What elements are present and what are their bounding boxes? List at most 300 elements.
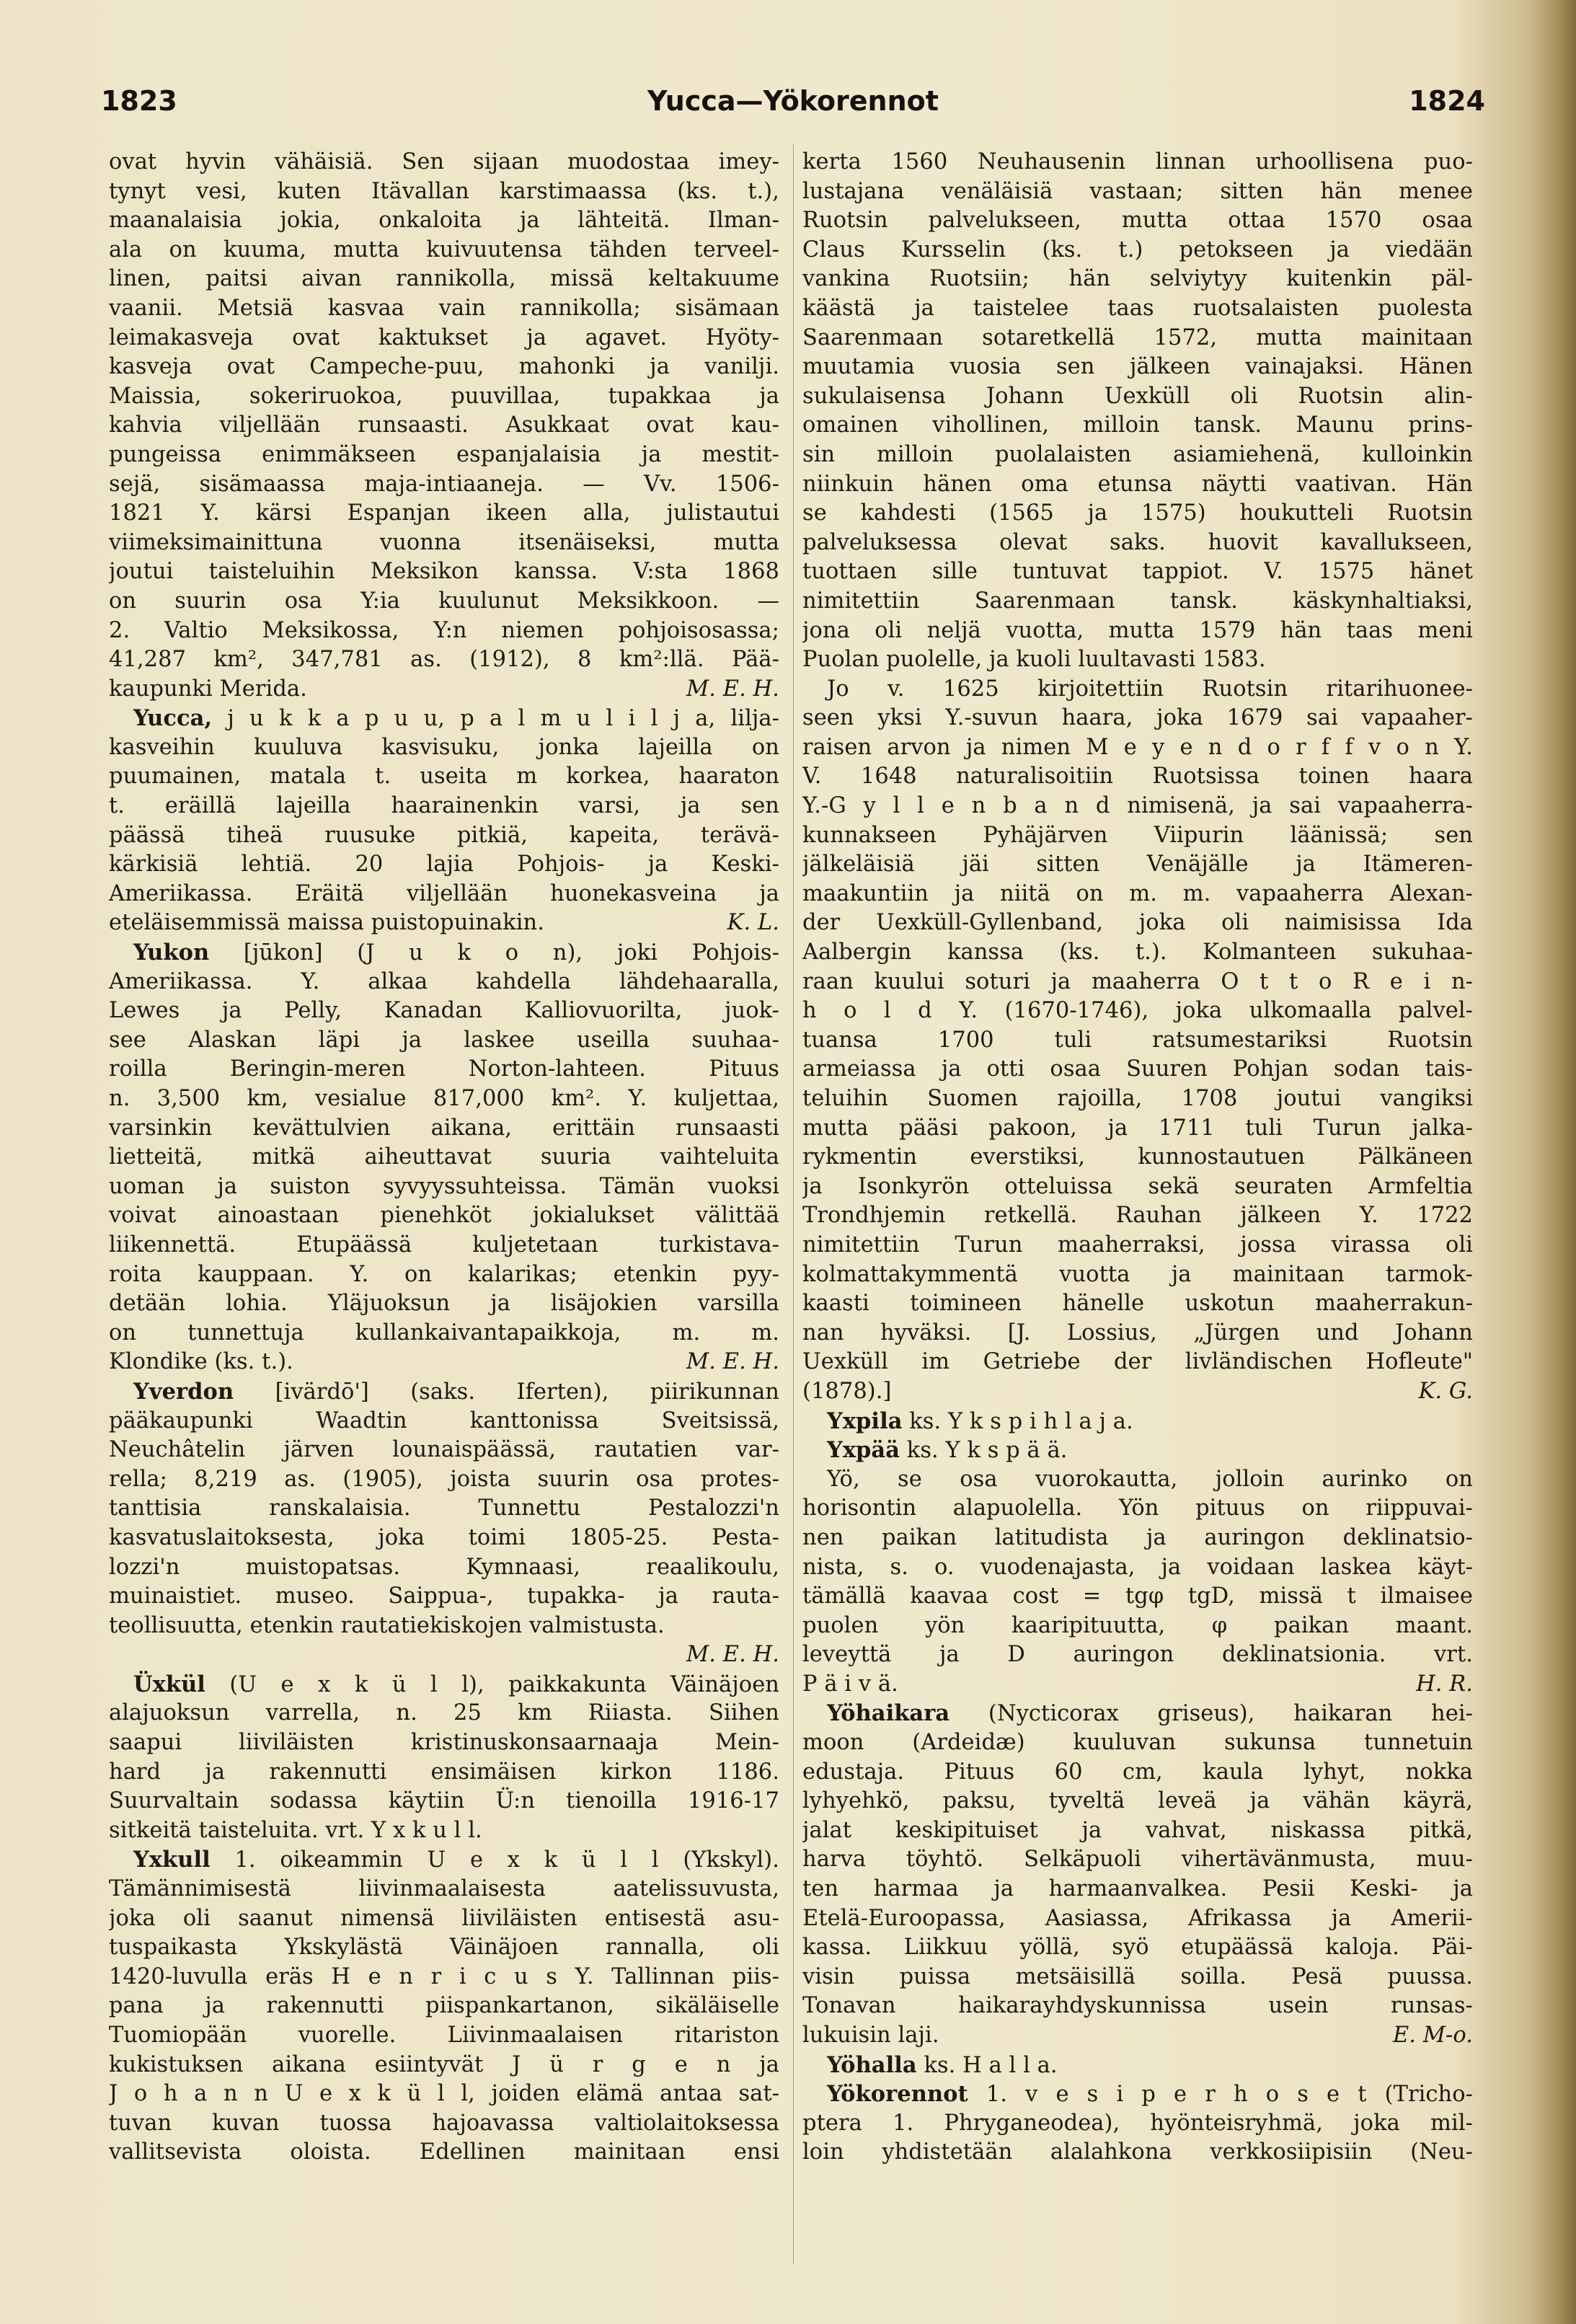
text-line [109,265,779,294]
text-line [109,2138,779,2168]
line-text: Claus Kursselin (ks. t.) petokseen ja viedään [802,237,1473,262]
text-line [109,1963,779,1992]
line-text: see Alaskan läpi ja laskee useilla suuhaa- [109,1027,779,1053]
text-line [109,1084,779,1114]
entry-headword: Yökorennot [827,2081,968,2108]
line-text: se kahdesti (1565 ja 1575) houkutteli Ruotsin [802,500,1473,526]
line-text: Jo v. 1625 kirjoitettiin Ruotsin ritarihuonee- [827,676,1473,702]
line-text: kerta 1560 Neuhausenin linnan urhoollisena puo- [802,149,1473,174]
text-line [109,441,779,470]
text-line [802,909,1473,938]
text-line [802,1992,1473,2021]
text-line [109,1524,779,1553]
line-text: kaasti toimineen hänelle uskotun maaherrakun- [802,1291,1473,1317]
line-text: vankina Ruotsiin; hän selviytyy kuitenkin päl- [802,266,1473,292]
text-line [802,1348,1473,1377]
line-text: ks. H a l l a. [916,2052,1058,2078]
text-line [802,206,1473,236]
line-text: sukulaisensa Johann Uexküll oli Ruotsin alin- [802,383,1473,409]
line-text: kunnakseen Pyhäjärven Viipurin läänissä; sen [802,822,1473,848]
text-line [109,1699,779,1728]
text-line [109,1875,779,1904]
line-text: saapui liiviläisten kristinuskonsaarnaaja Mein- [109,1730,779,1756]
text-line [802,587,1473,617]
line-text: kasvatuslaitoksesta, joka toimi 1805-25. Pesta- [109,1524,779,1550]
line-text: nan hyväksi. [J. Lossius, „Jürgen und Johann [802,1320,1473,1346]
entry-headword: Yxpää [827,1437,900,1464]
page-number-right: 1824 [1409,85,1485,117]
text-line [109,324,779,353]
line-text: muutamia vuosia sen jälkeen vainajaksi. Hänen [802,354,1473,380]
line-text: 1420-luvulla eräs H e n r i c u s Y. Tallinnan piis- [109,1963,779,1989]
text-line [109,1143,779,1172]
line-text: Saarenmaan sotaretkellä 1572, mutta mainitaan [802,324,1473,350]
text-line [109,294,779,324]
text-line [109,499,779,529]
text-line [802,1699,1473,1728]
line-text: (1878).] [802,1378,892,1404]
line-text: [jūkon] (J u k o n), joki Pohjois- [209,940,779,966]
line-text: Tuomiopään vuorelle. Liivinmaalaisen ritariston [109,2023,779,2048]
line-text: Puolan puolelle, ja kuoli luultavasti 1583. [802,647,1266,673]
text-line [802,324,1473,353]
page-number-left: 1823 [101,85,177,117]
line-text: lustajana venäläisiä vastaan; sitten hän menee [802,178,1473,204]
line-text: ovat hyvin vähäisiä. Sen sijaan muodostaa imey- [109,149,779,174]
line-text: Ameriikassa. Y. alkaa kahdella lähdehaaralla, [109,968,779,994]
text-line [802,499,1473,529]
line-text: alajuoksun varrella, n. 25 km Riiasta. Siihen [109,1700,779,1726]
text-line [802,353,1473,382]
line-text: [ivärdō'] (saks. Iferten), piirikunnan [234,1379,779,1405]
line-text: J o h a n n U e x k ü l l, joiden elämä antaa sat- [109,2081,779,2107]
line-text: ks. Y k s p ä ä. [900,1438,1068,1464]
line-text: tuspaikasta Ykskylästä Väinäjoen rannalla, oli [109,1935,779,1961]
line-text: der Uexküll-Gyllenband, joka oli naimisissa Ida [802,910,1473,936]
line-text: muinaistiet. museo. Saippua-, tupakka- ja rauta- [109,1583,779,1609]
text-line [109,1494,779,1524]
text-line [109,1845,779,1875]
text-line [109,1465,779,1495]
text-line [109,1172,779,1202]
text-line [109,353,779,382]
line-text: Y.-G y l l e n b a n d nimisenä, ja sai vapaaherra- [802,793,1473,819]
line-text: Neuchâtelin järven lounaispäässä, rautatien var- [109,1437,779,1463]
line-text: omainen vihollinen, milloin tansk. Maunu prins- [802,412,1473,438]
line-text: hard ja rakennutti ensimäisen kirkon 1186. [109,1759,779,1785]
text-line [802,294,1473,324]
line-text: maakuntiin ja niitä on m. m. vapaaherra Alexan- [802,880,1473,906]
text-line [802,617,1473,646]
line-text: sitkeitä taisteluita. vrt. Y x k u l l. [109,1817,482,1843]
text-line [109,2051,779,2080]
text-line [109,675,779,704]
text-line [802,1084,1473,1114]
line-text: pungeissa enimmäkseen espanjalaisia ja mestit- [109,441,779,467]
author-signature: M. E. H. [686,1642,779,1668]
text-line [109,645,779,675]
line-text: Klondike (ks. t.). [109,1349,293,1375]
line-text: on suurin osa Y:ia kuulunut Meksikkoon. — [109,588,779,614]
line-text: ja Isonkyrön otteluissa sekä seuraten Armfeltia [802,1173,1473,1199]
text-line [802,1787,1473,1816]
text-line [109,1904,779,1934]
line-text: käästä ja taistelee taas ruotsalaisten puolesta [802,295,1473,321]
text-line [109,1612,779,1641]
text-line [109,1260,779,1290]
line-text: liikennettä. Etupäässä kuljetetaan turkistava- [109,1232,779,1258]
line-text: voivat ainoastaan pienehköt jokialukset välittää [109,1203,779,1229]
text-line [802,1289,1473,1319]
line-text: päässä tiheä ruusuke pitkiä, kapeita, terävä- [109,822,779,848]
line-text: rykmentin everstiksi, kunnostautuen Pälkäneen [802,1144,1473,1170]
line-text: raan kuului soturi ja maaherra O t t o R e i n- [802,968,1473,994]
right-column [802,148,1473,2168]
text-line [802,382,1473,412]
text-line [109,997,779,1026]
text-line [109,1582,779,1612]
line-text: jälkeläisiä jäi sitten Venäjälle ja Itämeren- [802,852,1473,878]
text-line [109,236,779,265]
line-text: Lewes ja Pelly, Kanadan Kalliovuorilta, juok- [109,998,779,1024]
text-line [109,909,779,938]
text-line [802,2021,1473,2051]
line-text: ptera 1. Phryganeodea), hyönteisryhmä, joka mil- [802,2110,1473,2136]
line-text: Ruotsin palvelukseen, mutta ottaa 1570 osaa [802,208,1473,234]
line-text: raisen arvon ja nimen M e y e n d o r f f v o n Y. [802,734,1473,760]
text-line [109,1289,779,1319]
text-line [802,1640,1473,1670]
text-line [802,1582,1473,1612]
text-line [802,704,1473,733]
line-text: 41,287 km², 347,781 as. (1912), 8 km²:llä. Pää- [109,647,779,673]
line-text: leimakasveja ovat kaktukset ja agavet. Hyöty- [109,324,779,350]
text-line [109,968,779,997]
text-line [109,177,779,207]
line-text: Tonavan haikarayhdyskunnissa usein runsas- [802,1993,1473,2019]
text-line [109,1201,779,1231]
author-signature: E. M-o. [1392,2023,1473,2048]
line-text: vaanii. Metsiä kasvaa vain rannikolla; sisämaan [109,295,779,321]
line-text: 1. v e s i p e r h o s e t (Tricho- [968,2082,1473,2108]
text-line [802,148,1473,177]
text-line [109,792,779,821]
text-line [802,1465,1473,1495]
text-line [802,2138,1473,2168]
text-line [109,587,779,617]
text-line [109,2109,779,2139]
line-text: roilla Beringin-meren Norton-lahteen. Pituus [109,1056,779,1082]
line-text: horisontin alapuolella. Yön pituus on riippuvai- [802,1495,1473,1521]
line-text: Ameriikassa. Eräitä viljellään huonekasveina ja [109,880,779,906]
text-line [109,206,779,236]
running-header [101,85,1485,128]
text-line [802,1260,1473,1290]
line-text: edustaja. Pituus 60 cm, kaula lyhyt, nokka [802,1759,1473,1785]
text-line [109,1436,779,1465]
line-text: leveyttä ja D auringon deklinatsionia. vrt. [802,1642,1473,1668]
line-text: seen yksi Y.-suvun haara, joka 1679 sai vapaaher- [802,705,1473,731]
line-text: ks. Y k s p i h l a j a. [902,1408,1133,1434]
text-line [109,1816,779,1846]
text-line [802,1377,1473,1407]
line-text: harva töyhtö. Selkäpuoli vihertävänmusta, muu- [802,1847,1473,1873]
text-line [802,850,1473,880]
line-text: Aalbergin kanssa (ks. t.). Kolmanteen sukuhaa- [802,940,1473,966]
text-line [109,2080,779,2109]
entry-headword: Yxpila [827,1408,903,1434]
text-line [802,1758,1473,1788]
text-line [802,265,1473,294]
entry-headword: Yöhaikara [827,1700,950,1727]
line-text: niinkuin hänen oma etunsa näytti vaativan. Hän [802,471,1473,497]
text-line [802,1143,1473,1172]
text-line [802,1172,1473,1202]
line-text: tynyt vesi, kuten Itävallan karstimaassa (ks. t.), [109,178,779,204]
line-text: ala on kuuma, mutta kuivuutensa tähden terveel- [109,237,779,262]
text-line [802,441,1473,470]
line-text: lyhyehkö, paksu, tyveltä leveä ja vähän käyrä, [802,1788,1473,1814]
text-line [109,1319,779,1348]
line-text: P ä i v ä. [802,1671,898,1697]
line-text: kassa. Liikkuu yöllä, syö etupäässä kaloja. Päi- [802,1935,1473,1961]
line-text: pääkaupunki Waadtin kanttonissa Sveitsissä, [109,1408,779,1433]
text-line [109,938,779,968]
line-text: j u k k a p u u, p a l m u l i l j a, lilja- [212,706,779,732]
line-text: n. 3,500 km, vesialue 817,000 km². Y. kuljettaa, [109,1086,779,1111]
line-text: (Nycticorax griseus), haikaran hei- [949,1701,1473,1727]
line-text: sejä, sisämaassa maja-intiaaneja. — Vv. 1506- [109,471,779,497]
text-line [109,1728,779,1758]
line-text: ten harmaa ja harmaanvalkea. Pesii Keski- ja [802,1876,1473,1902]
text-line [109,411,779,441]
line-text: viimeksimainittuna vuonna itsenäiseksi, mutta [109,529,779,555]
text-line [109,821,779,851]
line-text: lietteitä, mitkä aiheuttavat suuria vaihteluita [109,1144,779,1170]
text-line [109,1758,779,1788]
line-text: lozzi'n muistopatsas. Kymnaasi, reaalikoulu, [109,1554,779,1580]
line-text: on tunnettuja kullankaivantapaikkoja, m. m. [109,1320,779,1346]
line-text: V. 1648 naturalisoitiin Ruotsissa toinen haara [802,764,1473,790]
text-line [802,733,1473,763]
text-line [802,1963,1473,1992]
text-line [802,1553,1473,1583]
line-text: kasveja ovat Campeche-puu, mahonki ja vanilji. [109,354,779,380]
line-text: nimitettiin Turun maaherraksi, jossa virassa oli [802,1232,1473,1258]
running-title: Yucca—Yökorennot [647,85,939,117]
text-line [802,1875,1473,1904]
text-line [802,880,1473,909]
text-line [109,1026,779,1056]
entry-headword: Yverdon [133,1378,234,1405]
line-text: palveluksessa olevat saks. huovit kavallukseen, [802,529,1473,555]
entry-headword: Yucca, [133,705,213,732]
text-line [109,1640,779,1670]
line-text: (U e x k ü l l), paikkakunta Väinäjoen [205,1671,779,1697]
text-line [802,2109,1473,2139]
line-text: tuottaen sille tuntuvat tappiot. V. 1575 hänet [802,559,1473,585]
text-line [802,411,1473,441]
line-text: tämällä kaavaa cost = tgφ tgD, missä t ilmaisee [802,1583,1473,1609]
text-line [802,1816,1473,1846]
text-line [802,1319,1473,1348]
entry-headword: Yöhalla [827,2051,917,2078]
line-text: Etelä-Euroopassa, Aasiassa, Afrikassa ja Amerii- [802,1905,1473,1931]
text-line [802,557,1473,587]
text-line [802,968,1473,997]
text-line [802,938,1473,968]
text-line [802,1728,1473,1758]
text-line [802,2080,1473,2109]
line-text: visin puissa metsäisillä soilla. Pesä puussa. [802,1963,1473,1989]
line-text: 1821 Y. kärsi Espanjan ikeen alla, julistautui [109,500,779,526]
line-text: uoman ja suiston syvyyssuhteissa. Tämän vuoksi [109,1173,779,1199]
line-text: joutui taisteluihin Meksikon kanssa. V:sta 1868 [109,559,779,585]
text-line [109,1553,779,1583]
author-signature: M. E. H. [686,1349,779,1375]
text-line [802,1055,1473,1084]
line-text: sin milloin puolalaisten asiamiehenä, kulloinkin [802,441,1473,467]
text-line [802,236,1473,265]
text-line [802,177,1473,207]
line-text: Trondhjemin retkellä. Rauhan jälkeen Y. 1722 [802,1203,1473,1229]
line-text: teluihin Suomen rajoilla, 1708 joutui vangiksi [802,1086,1473,1111]
author-signature: M. E. H. [686,676,779,702]
line-text: kukistuksen aikana esiintyvät J ü r g e n ja [109,2051,779,2077]
text-line [802,1407,1473,1436]
line-text: lukuisin laji. [802,2023,939,2048]
line-text: 1. oikeammin U e x k ü l l (Ykskyl). [210,1847,779,1873]
page-edge-shadow [1533,0,1576,2324]
text-line [802,1933,1473,1963]
author-signature: K. G. [1418,1378,1473,1404]
text-line [109,762,779,792]
line-text: nen paikan latitudista ja auringon deklinatsio- [802,1524,1473,1550]
line-text: nista, s. o. vuodenajasta, ja voidaan laskea käyt- [802,1554,1473,1580]
line-text: tuansa 1700 tuli ratsumestariksi Ruotsin [802,1027,1473,1053]
text-line [109,1114,779,1144]
text-line [109,1787,779,1816]
text-line [802,1904,1473,1934]
line-text: Maissia, sokeriruokoa, puuvillaa, tupakkaa ja [109,383,779,409]
text-line [109,1055,779,1084]
text-line [802,1026,1473,1056]
text-line [802,645,1473,675]
text-line [109,850,779,880]
line-text: rella; 8,219 as. (1905), joista suurin osa protes- [109,1466,779,1492]
line-text: kahvia viljellään runsaasti. Asukkaat ovat kau- [109,412,779,438]
text-line [802,1494,1473,1524]
text-line [802,2051,1473,2080]
text-line [802,1612,1473,1641]
line-text: Suurvaltain sodassa käytiin Ü:n tienoilla 1916-17 [109,1788,779,1814]
line-text: detään lohia. Yläjuoksun ja lisäjokien varsilla [109,1291,779,1317]
line-text: nimitettiin Saarenmaan tansk. käskynhaltiaksi, [802,588,1473,614]
text-line [802,1114,1473,1144]
entry-headword: Üxkül [133,1671,205,1697]
line-text: kärkisiä lehtiä. 20 lajia Pohjois- ja Keski- [109,852,779,878]
line-text: pana ja rakennutti piispankartanon, sikäläiselle [109,1993,779,2019]
text-line [802,529,1473,558]
line-text: armeiassa ja otti osaa Suuren Pohjan sodan tais- [802,1056,1473,1082]
text-line [109,470,779,500]
line-text: Yö, se osa vuorokautta, jolloin aurinko on [827,1466,1473,1492]
line-text: joka oli saanut nimensä liiviläisten entisestä asu- [109,1905,779,1931]
text-line [109,1231,779,1260]
text-line [109,2021,779,2051]
author-signature: K. L. [727,910,779,936]
text-line [109,704,779,733]
entry-headword: Yukon [133,940,210,966]
text-line [109,382,779,412]
line-text: h o l d Y. (1670-1746), joka ulkomaalla palvel- [802,998,1473,1024]
text-line [802,792,1473,821]
line-text: roita kauppaan. Y. on kalarikas; etenkin pyy- [109,1261,779,1287]
text-line [109,557,779,587]
line-text: 2. Valtio Meksikossa, Y:n niemen pohjoisosassa; [109,617,779,643]
text-line [802,1524,1473,1553]
line-text: loin yhdistetään alalahkona verkkosiipisiin (Neu- [802,2139,1473,2165]
line-text: jona oli neljä vuotta, mutta 1579 hän taas meni [802,617,1473,643]
left-column [109,148,779,2168]
text-line [109,880,779,909]
text-line [109,1933,779,1963]
line-text: tuvan kuvan tuossa hajoavassa valtiolaitoksessa [109,2110,779,2136]
author-signature: H. R. [1416,1671,1473,1697]
line-text: teollisuutta, etenkin rautatiekiskojen valmistusta. [109,1612,665,1638]
line-text: varsinkin kevättulvien aikana, erittäin runsaasti [109,1115,779,1141]
line-text: kaupunki Merida. [109,676,307,702]
line-text: vallitsevista oloista. Edellinen mainitaan ensi [109,2139,779,2165]
text-line [109,1992,779,2021]
line-text: moon (Ardeidæ) kuuluvan sukunsa tunnetuin [802,1730,1473,1756]
text-line [109,1348,779,1377]
text-line [802,470,1473,500]
text-line [109,733,779,763]
line-text: t. eräillä lajeilla haarainenkin varsi, ja sen [109,793,779,819]
text-line [802,1201,1473,1231]
line-text: puolen yön kaaripituutta, φ paikan maant. [802,1612,1473,1638]
line-text: Tämännimisestä liivinmaalaisesta aatelissuvusta, [109,1876,779,1902]
line-text: kasveihin kuuluva kasvisuku, jonka lajeilla on [109,734,779,760]
text-line [802,762,1473,792]
text-line [109,529,779,558]
line-text: eteläisemmissä maissa puistopuinakin. [109,910,544,936]
column-divider [793,144,794,2264]
line-text: linen, paitsi aivan rannikolla, missä keltakuume [109,266,779,292]
line-text: Uexküll im Getriebe der livländischen Hofleute" [802,1349,1473,1375]
text-line [109,1670,779,1700]
line-text: tanttisia ranskalaisia. Tunnettu Pestalozzi'n [109,1495,779,1521]
line-text: jalat keskipituiset ja vahvat, niskassa pitkä, [802,1817,1473,1843]
line-text: kolmattakymmentä vuotta ja mainitaan tarmok- [802,1261,1473,1287]
text-line [802,821,1473,851]
text-line [802,675,1473,704]
text-line [802,997,1473,1026]
text-line [109,1377,779,1407]
text-line [109,148,779,177]
line-text: maanalaisia jokia, onkaloita ja lähteitä. Ilman- [109,208,779,234]
line-text: puumainen, matala t. useita m korkea, haaraton [109,764,779,790]
text-line [109,1407,779,1436]
text-line [802,1670,1473,1700]
line-text: mutta pääsi pakoon, ja 1711 tuli Turun jalka- [802,1115,1473,1141]
text-line [802,1231,1473,1260]
text-line [802,1845,1473,1875]
entry-headword: Yxkull [133,1847,211,1873]
text-line [802,1436,1473,1465]
text-line [109,617,779,646]
